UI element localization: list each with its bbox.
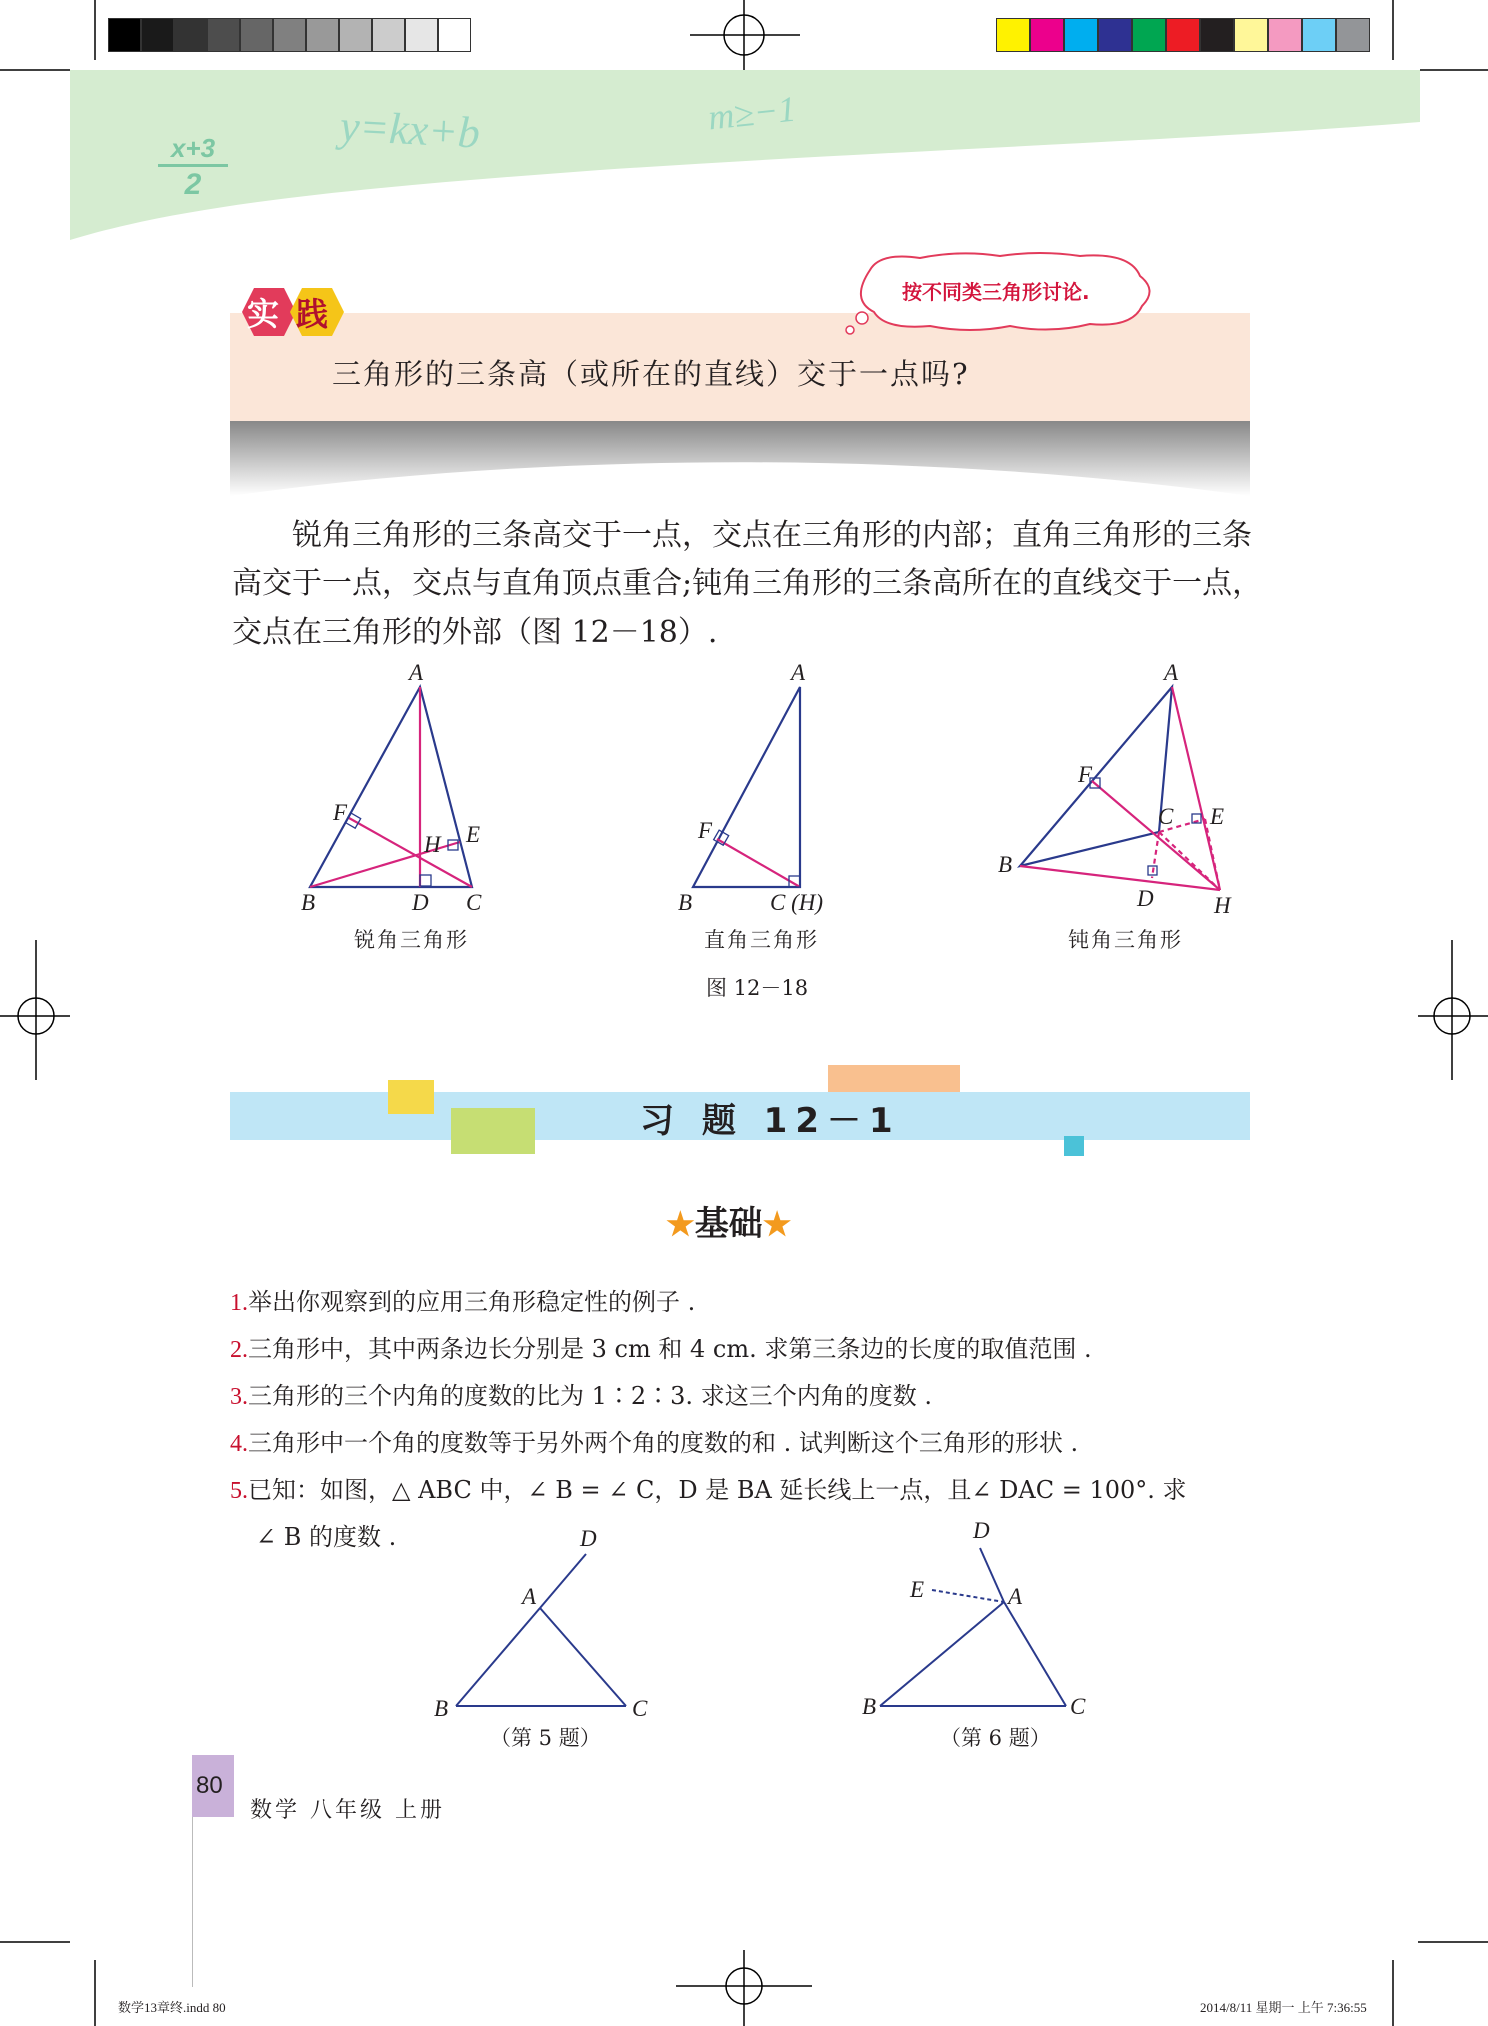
fig5-label-b: B [434,1696,449,1721]
obtuse-label-a: A [1164,660,1179,685]
section-basics: ★基础★ [666,1204,792,1244]
page-number: 80 [196,1772,223,1799]
fig6-label-c: C [1070,1694,1086,1719]
right-label-f: F [698,818,713,843]
fig5-label-d: D [580,1526,597,1551]
obtuse-caption: 钝角三角形 [1068,928,1183,952]
acute-label-d: D [412,890,429,915]
obtuse-label-c: C [1158,804,1174,829]
formula-inequality: m≥−1 [706,88,798,138]
acute-label-a: A [409,660,424,685]
figure-caption: 图 12－18 [706,976,809,1000]
formula-fraction: x+3 2 [158,132,228,203]
formula-linear: y=kx+b [338,101,482,158]
fig5-caption: （第 5 题） [490,1726,601,1750]
exercise-title: 习 题 12－1 [640,1101,901,1141]
fig6-label-a: A [1008,1584,1023,1609]
body-line-2: 高交于一点，交点与直角顶点重合;钝角三角形的三条高所在的直线交于一点， [232,566,1263,601]
question-2: 2.三角形中，其中两条边长分别是 3 cm 和 4 cm. 求第三条边的长度的取值范围 . [230,1335,1092,1363]
deco-yellow [388,1080,434,1114]
side-registration-marks [0,940,1488,1080]
deco-green [451,1108,535,1154]
right-label-a: A [791,660,806,685]
acute-label-e: E [466,822,481,847]
right-caption: 直角三角形 [704,928,819,952]
fig5-label-a: A [522,1584,537,1609]
acute-triangle [310,687,472,887]
obtuse-label-d: D [1137,886,1154,911]
fig5-label-c: C [632,1696,648,1721]
acute-label-b: B [301,890,316,915]
fig6-label-d: D [973,1518,990,1543]
obtuse-label-e: E [1210,804,1225,829]
question-4: 4.三角形中一个角的度数等于另外两个角的度数的和 . 试判断这个三角形的形状 . [230,1429,1079,1457]
deco-teal [1064,1136,1084,1156]
obtuse-triangle [1020,687,1220,890]
fig6-label-e: E [910,1577,925,1602]
practice-badge-char-1: 实 [247,295,280,333]
question-5: 5.已知：如图，△ ABC 中，∠ B = ∠ C，D 是 BA 延长线上一点，且∠ DAC = 100°. 求 [230,1476,1187,1504]
book-title: 数学 八年级 上册 [250,1798,445,1823]
bubble-text: 按不同类三角形讨论. [902,280,1090,304]
question-5-cont: ∠ B 的度数 . [256,1523,397,1551]
obtuse-label-h: H [1214,893,1231,918]
body-line-1: 锐角三角形的三条高交于一点，交点在三角形的内部；直角三角形的三条 [292,518,1252,553]
acute-caption: 锐角三角形 [354,928,469,952]
question-3: 3.三角形的三个内角的度数的比为 1∶2∶3. 求这三个内角的度数 . [230,1382,932,1410]
figure-triangles [0,0,1488,920]
obtuse-label-b: B [998,852,1013,877]
footer-file: 数学13章终.indd 80 [118,2000,226,2015]
fig6-caption: （第 6 题） [940,1726,1051,1750]
right-label-b: B [678,890,693,915]
body-line-3: 交点在三角形的外部（图 12－18）. [232,615,718,650]
acute-label-h: H [424,832,441,857]
footer-timestamp: 2014/8/11 星期一 上午 7:36:55 [1200,2000,1367,2015]
acute-label-f: F [333,800,348,825]
star-icon: ★ [666,1205,695,1243]
practice-badge-char-2: 践 [296,295,329,333]
exercise-figures [0,1520,1488,1720]
practice-question: 三角形的三条高（或所在的直线）交于一点吗? [332,357,970,391]
star-icon: ★ [762,1205,792,1243]
right-triangle [693,687,800,887]
fig6-label-b: B [862,1694,877,1719]
right-label-c: C (H) [770,890,824,915]
question-1: 1.举出你观察到的应用三角形稳定性的例子 . [230,1288,696,1316]
obtuse-label-f: F [1078,762,1093,787]
acute-label-c: C [466,890,482,915]
